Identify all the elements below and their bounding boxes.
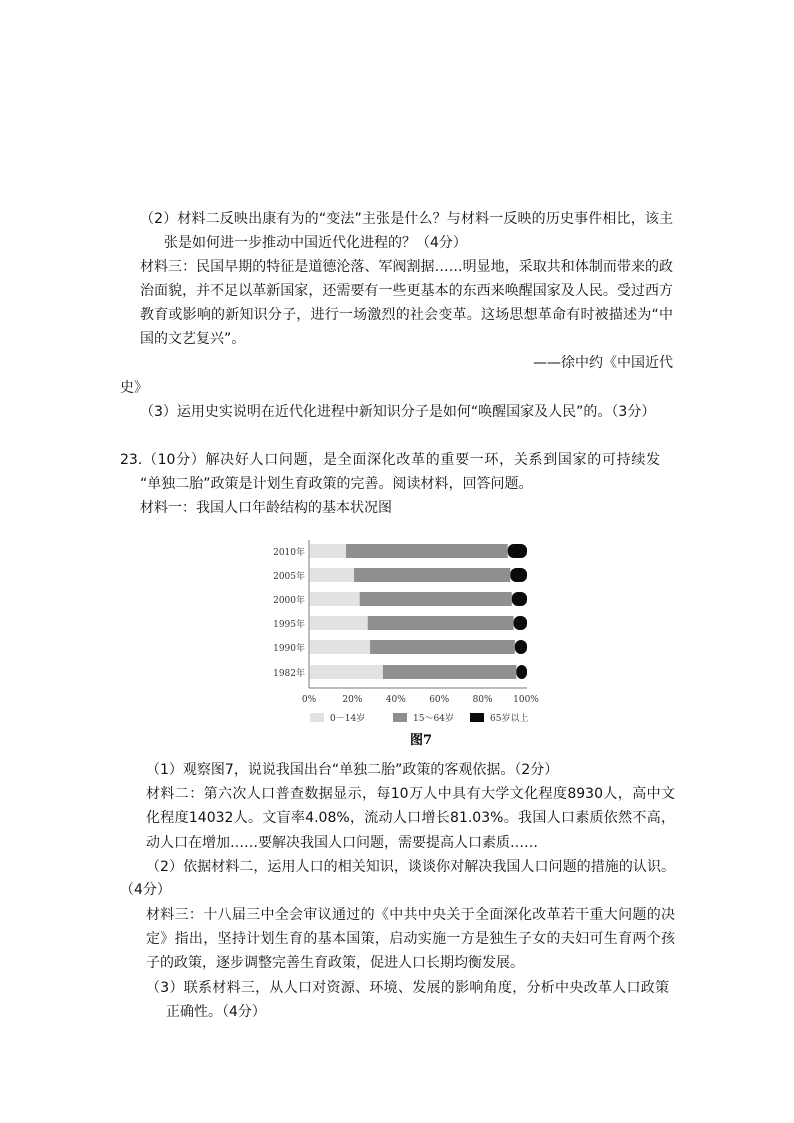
x-tick-label: 60% bbox=[429, 695, 450, 705]
x-tick-label: 100% bbox=[513, 695, 539, 705]
bar-2010年-65岁以上 bbox=[508, 544, 527, 558]
bar-2010年-15～64岁 bbox=[346, 544, 508, 558]
bar-1995年-15～64岁 bbox=[368, 616, 514, 630]
question-23-2: （2）依据材料二，运用人口的相关知识，谈谈你对解决我国人口问题的措施的认识。 bbox=[146, 859, 675, 875]
material-3-line: 子的政策，逐步调整完善生育政策，促进人口长期均衡发展。 bbox=[146, 955, 524, 971]
material-3-source: ——徐中约《中国近代 bbox=[533, 355, 673, 371]
question-23-header-cont: “单独二胎”政策是计划生育政策的完善。阅读材料，回答问题。 bbox=[140, 476, 533, 492]
bar-1982年-15～64岁 bbox=[383, 665, 516, 679]
bar-1990年-65岁以上 bbox=[515, 640, 527, 654]
bar-2000年-65岁以上 bbox=[512, 592, 527, 606]
material-2-line: 动人口在增加……要解决我国人口问题，需要提高人口素质…… bbox=[146, 835, 538, 851]
legend-label: 65岁以上 bbox=[490, 714, 529, 724]
x-tick-label: 0% bbox=[301, 695, 317, 705]
question-22-2: （2）材料二反映出康有为的“变法”主张是什么？与材料一反映的历史事件相比，该主 bbox=[140, 211, 673, 227]
material-3-line: 定》指出，坚持计划生育的基本国策，启动实施一方是独生子女的夫妇可生育两个孩 bbox=[146, 931, 675, 947]
chart-bars bbox=[310, 544, 527, 679]
x-tick-label: 40% bbox=[385, 695, 406, 705]
question-23-1: （1）观察图7，说说我国出台“单独二胎”政策的客观依据。（2分） bbox=[146, 762, 559, 778]
chart-legend bbox=[310, 712, 528, 724]
bar-1982年-0－14岁 bbox=[310, 665, 383, 679]
material-2-line: 化程度14032人。文盲率4.08%，流动人口增长81.03%。我国人口素质依然不高， bbox=[146, 810, 675, 826]
bar-1995年-65岁以上 bbox=[514, 616, 527, 630]
bar-2005年-0－14岁 bbox=[310, 568, 354, 582]
bar-1995年-0－14岁 bbox=[310, 616, 368, 630]
material-3-line: 材料三：十八届三中全会审议通过的《中共中央关于全面深化改革若干重大问题的决 bbox=[146, 907, 675, 923]
material-3-source-cont: 史》 bbox=[120, 380, 148, 396]
bar-2010年-0－14岁 bbox=[310, 544, 346, 558]
y-tick-label: 1982年 bbox=[273, 669, 305, 679]
question-23-header: 23.（10分）解决好人口问题，是全面深化改革的重要一环，关系到国家的可持续发 bbox=[120, 452, 660, 468]
material-3-line: 教育或影响的新知识分子，进行一场激烈的社会变革。这场思想革命有时被描述为“中 bbox=[140, 307, 673, 323]
material-3-line: 材料三：民国早期的特征是道德沦落、军阀割据……明显地，采取共和体制而带来的政 bbox=[140, 259, 673, 275]
legend-swatch bbox=[393, 713, 407, 722]
figure-caption: 图7 bbox=[409, 733, 433, 748]
population-age-structure-chart bbox=[0, 530, 794, 760]
material-1-title: 材料一：我国人口年龄结构的基本状况图 bbox=[140, 500, 392, 516]
bar-2005年-15～64岁 bbox=[354, 568, 510, 582]
legend-label: 15～64岁 bbox=[413, 714, 454, 724]
y-tick-label: 2005年 bbox=[273, 572, 305, 582]
question-23-3-cont: 正确性。（4分） bbox=[166, 1004, 266, 1020]
legend-swatch bbox=[310, 713, 324, 722]
bar-1990年-0－14岁 bbox=[310, 640, 370, 654]
question-23-3: （3）联系材料三，从人口对资源、环境、发展的影响角度，分析中央改革人口政策 bbox=[146, 980, 669, 996]
bar-2000年-0－14岁 bbox=[310, 592, 360, 606]
question-22-3: （3）运用史实说明在近代化进程中新知识分子是如何“唤醒国家及人民”的。（3分） bbox=[140, 404, 656, 420]
bar-2000年-15～64岁 bbox=[360, 592, 512, 606]
bar-2005年-65岁以上 bbox=[510, 568, 527, 582]
material-3-line: 国的文艺复兴”。 bbox=[140, 331, 246, 347]
question-22-2-cont: 张是如何进一步推动中国近代化进程的？（4分） bbox=[164, 235, 467, 251]
y-tick-label: 2010年 bbox=[273, 548, 305, 558]
bar-1982年-65岁以上 bbox=[516, 665, 527, 679]
bar-1990年-15～64岁 bbox=[370, 640, 515, 654]
question-23-2-score: （4分） bbox=[120, 882, 171, 898]
material-3-line: 治面貌，并不足以革新国家，还需要有一些更基本的东西来唤醒国家及人民。受过西方 bbox=[140, 283, 673, 299]
x-tick-label: 80% bbox=[472, 695, 493, 705]
y-tick-label: 2000年 bbox=[273, 596, 305, 606]
y-tick-label: 1990年 bbox=[273, 644, 305, 654]
legend-swatch bbox=[470, 713, 484, 722]
legend-label: 0－14岁 bbox=[330, 714, 366, 724]
x-tick-label: 20% bbox=[342, 695, 363, 705]
y-tick-label: 1995年 bbox=[273, 620, 305, 630]
material-2-line: 材料二：第六次人口普查数据显示，每10万人中具有大学文化程度8930人，高中文 bbox=[146, 786, 675, 802]
